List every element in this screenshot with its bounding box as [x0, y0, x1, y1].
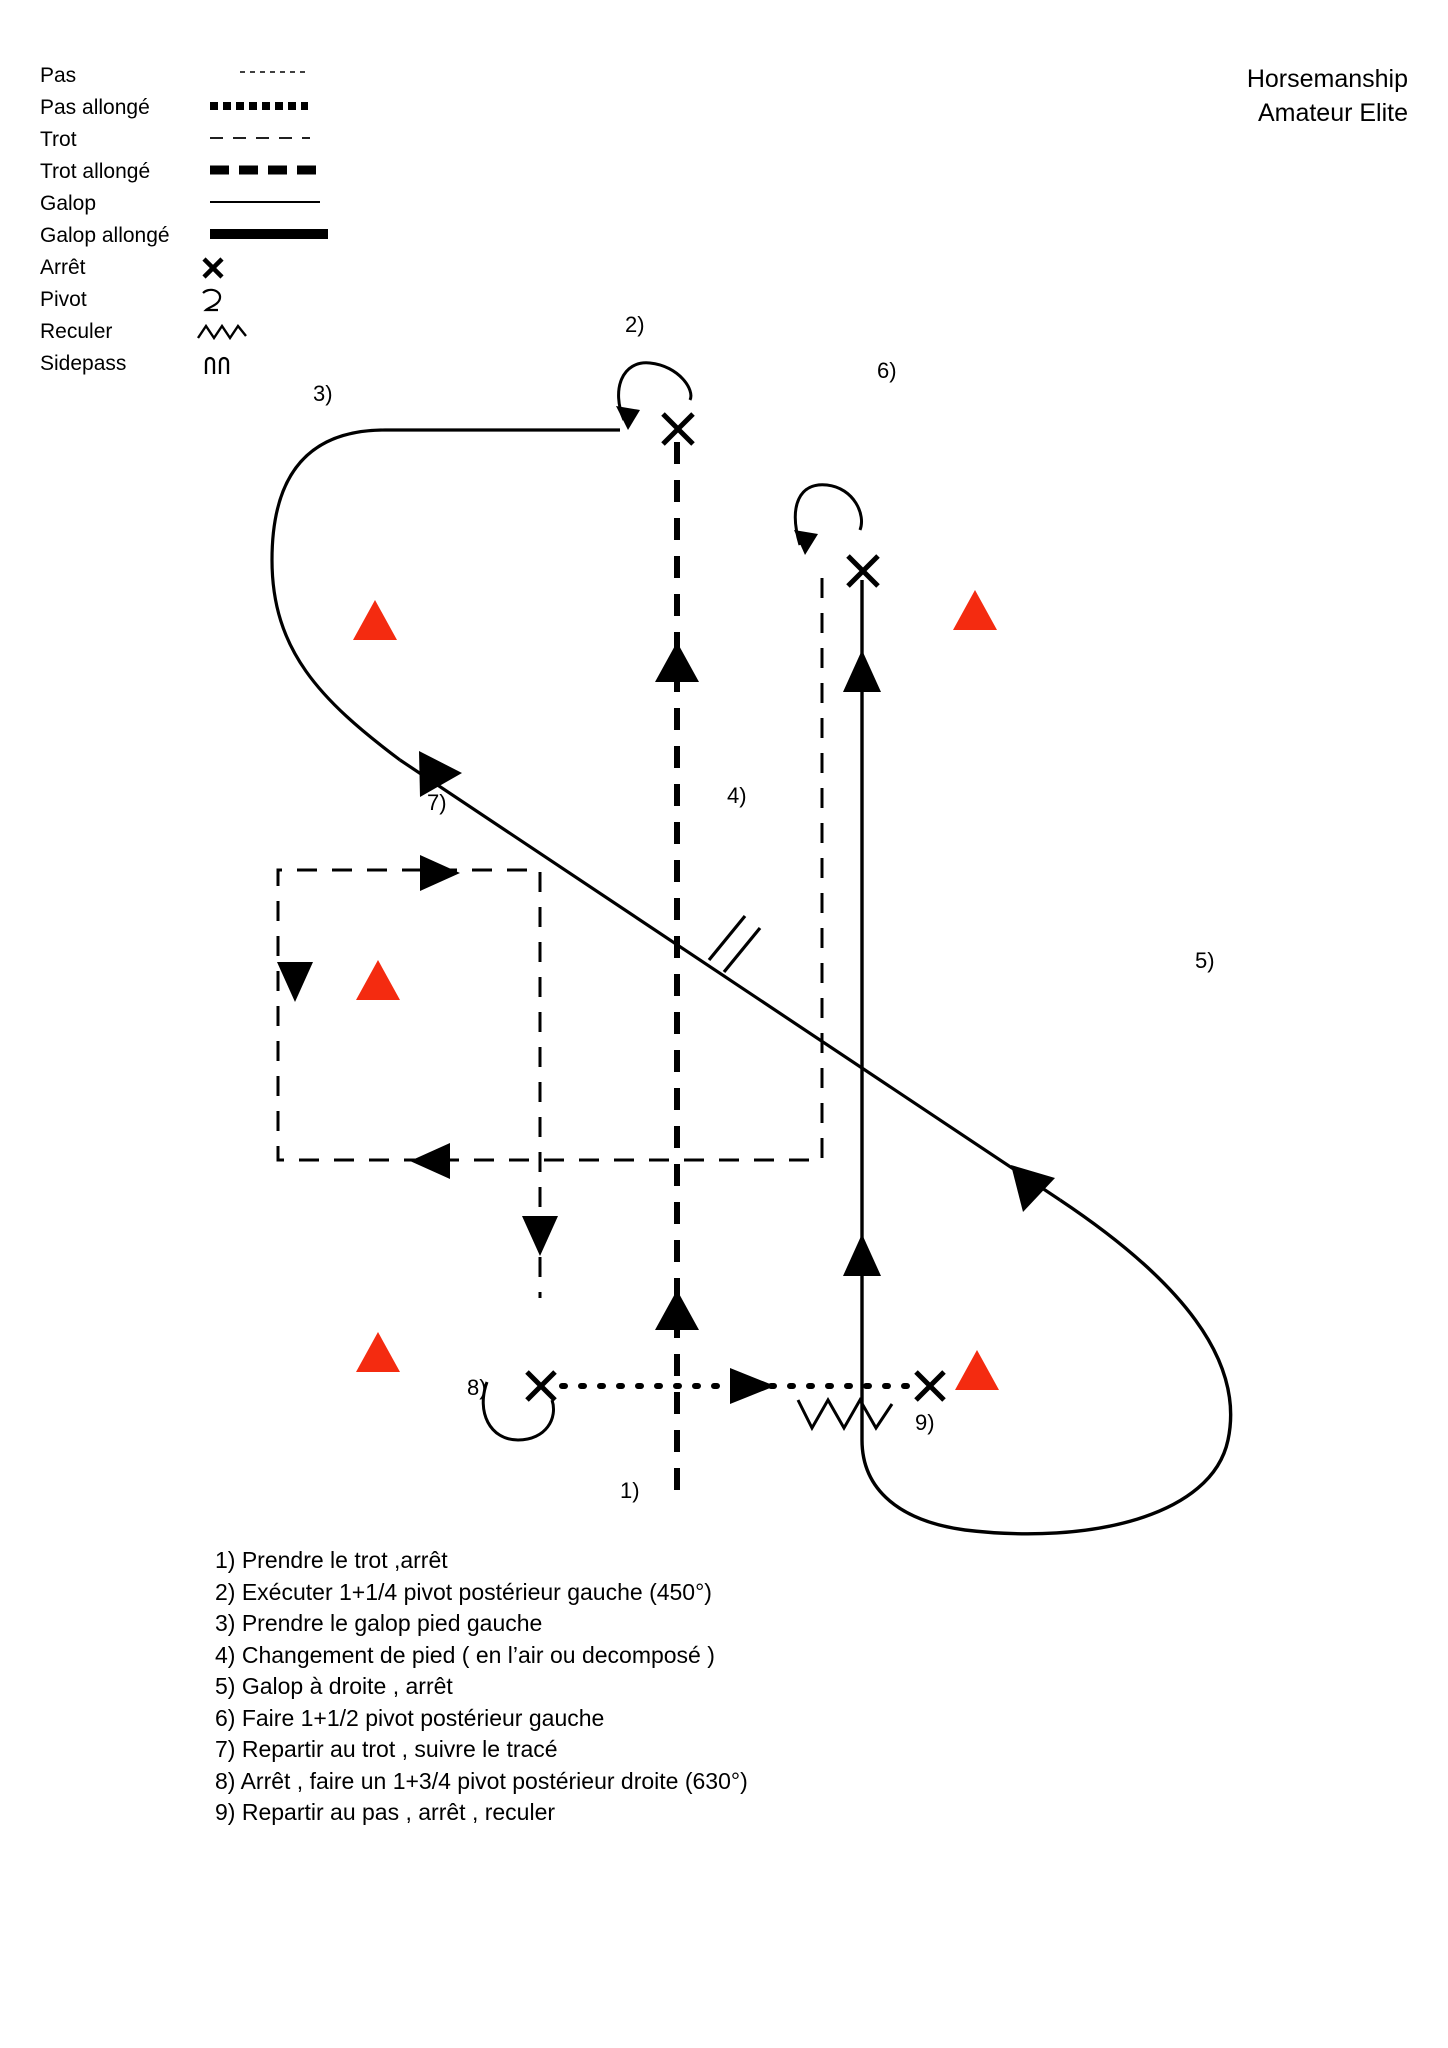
- cone-marker: [955, 1350, 999, 1390]
- legend-label: Trot: [40, 128, 77, 151]
- pivot-curl-step2: [616, 363, 691, 430]
- path-trot-box: [278, 578, 822, 1298]
- step-label-6: 6): [877, 358, 897, 383]
- cone-marker: [953, 590, 997, 630]
- instruction-item: 6) Faire 1+1/2 pivot postérieur gauche: [215, 1704, 605, 1731]
- instruction-item: 1) Prendre le trot ,arrêt: [215, 1547, 448, 1573]
- instruction-item: 7) Repartir au trot , suivre le tracé: [215, 1736, 558, 1762]
- legend-label: Sidepass: [40, 352, 127, 375]
- flying-change-mark: [709, 916, 760, 972]
- arrow-head-walk: [730, 1368, 775, 1404]
- title-line-2: Amateur Elite: [1257, 99, 1408, 127]
- stop-mark-step9: [916, 1372, 944, 1400]
- arrow-head-vertical-right-lower: [843, 1234, 881, 1276]
- instruction-item: 8) Arrêt , faire un 1+3/4 pivot postérieur droite (630°): [215, 1767, 748, 1794]
- instruction-item: 4) Changement de pied ( en l’air ou decomposé ): [215, 1641, 715, 1668]
- cone-marker: [356, 960, 400, 1000]
- cone-marker: [356, 1332, 400, 1372]
- step-label-1: 1): [620, 1478, 640, 1503]
- legend-label: Pivot: [40, 288, 87, 311]
- instruction-item: 2) Exécuter 1+1/4 pivot postérieur gauche (450°): [215, 1578, 712, 1605]
- step-label-2: 2): [625, 312, 645, 337]
- instruction-item: 9) Repartir au pas , arrêt , reculer: [215, 1799, 556, 1825]
- arrow-head-trot-center-upper: [655, 642, 699, 682]
- arrow-head-canter-diagonal: [1011, 1165, 1055, 1212]
- arrow-head-trot-box-down: [522, 1216, 558, 1256]
- instruction-item: 3) Prendre le galop pied gauche: [215, 1610, 543, 1636]
- path-canter-left-loop: [272, 430, 620, 760]
- cone-marker: [353, 600, 397, 640]
- title-line-1: Horsemanship: [1246, 65, 1408, 93]
- step-label-4: 4): [727, 783, 747, 808]
- back-up-zigzag: [798, 1400, 892, 1428]
- path-canter-diagonal: [400, 760, 1060, 1200]
- legend-label: Pas: [40, 64, 77, 87]
- step-label-5: 5): [1195, 948, 1215, 973]
- arrow-head-trot-center-lower: [655, 1290, 699, 1330]
- legend-label: Galop allongé: [40, 224, 170, 247]
- legend-label: Galop: [40, 192, 97, 215]
- legend-label: Pas allongé: [40, 96, 150, 119]
- legend-label: Trot allongé: [40, 160, 151, 183]
- legend-label: Arrêt: [40, 256, 86, 279]
- step-label-3: 3): [313, 381, 333, 406]
- instruction-list: [215, 1545, 1215, 1829]
- legend-label: Reculer: [40, 320, 113, 343]
- stop-mark-step2: [663, 414, 693, 444]
- step-label-8: 8): [467, 1375, 487, 1400]
- step-label-9: 9): [915, 1410, 935, 1435]
- arrow-head-trot-box-top: [420, 855, 460, 891]
- path-canter-right-loop: [862, 1200, 1231, 1534]
- step-label-7: 7): [427, 790, 447, 815]
- stop-mark-step8: [527, 1372, 555, 1400]
- arrow-head-trot-box-bottom: [410, 1143, 450, 1179]
- pivot-curl-step6: [794, 485, 862, 555]
- arrow-head-trot-box-left: [277, 962, 313, 1002]
- instruction-item: 5) Galop à droite , arrêt: [215, 1673, 453, 1699]
- arrow-head-vertical-right-upper: [843, 650, 881, 692]
